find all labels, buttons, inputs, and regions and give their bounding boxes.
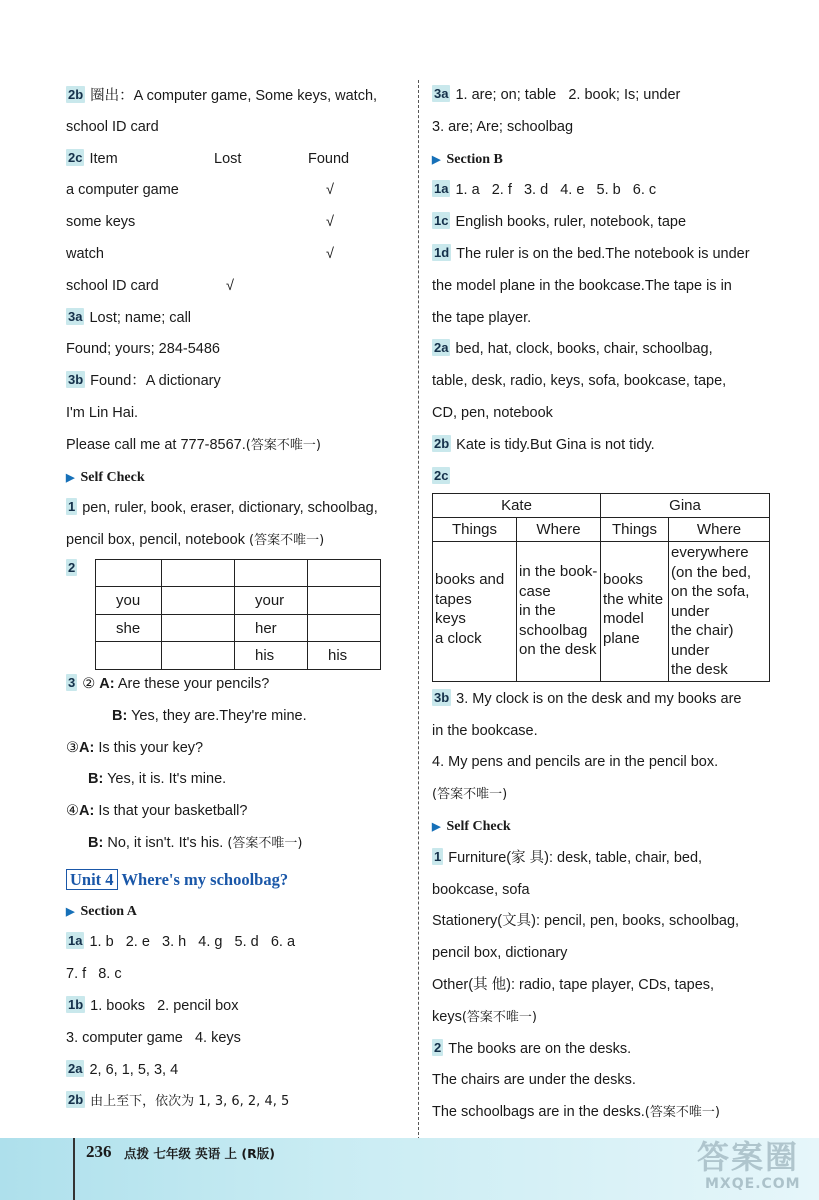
self-check-heading: ▶ Self Check xyxy=(432,819,511,835)
answer-3a-cont: Found; yours; 284-5486 xyxy=(66,341,220,358)
table-cell: books and tapes keys a clock xyxy=(433,542,517,682)
self-check-r1-cont4: Other(其 他): radio, tape player, CDs, tapes, xyxy=(432,977,715,994)
self-check-3-b: B: Yes, they are.They're mine. xyxy=(112,707,307,724)
self-check-r1-cont5: keys(答案不唯一) xyxy=(432,1008,537,1025)
answer-r2a-cont: table, desk, radio, keys, sofa, bookcase, tape, xyxy=(432,373,727,390)
section-a-heading: ▶ Section A xyxy=(66,903,137,919)
answer-r1d-cont: the model plane in the bookcase.The tape is in xyxy=(432,277,732,294)
self-check-r1-cont3: pencil box, dictionary xyxy=(432,945,568,962)
answer-3b-cont2: Please call me at 777-8567.(答案不唯一) xyxy=(66,436,321,453)
answer-r3b-cont2: 4. My pens and pencils are in the pencil box. xyxy=(432,754,719,771)
answer-r2a: 2a bed, hat, clock, books, chair, schoolbag, xyxy=(434,340,713,358)
section-b-heading: ▶ Section B xyxy=(432,151,503,167)
table-cell: books the white model plane xyxy=(601,542,669,682)
self-check-3-c: ③A: Is this your key? xyxy=(66,739,204,756)
self-check-3: 3 ② A: Are these your pencils? xyxy=(68,674,270,692)
note: (答案不唯一) xyxy=(432,787,508,803)
self-check-r2: 2 The books are on the desks. xyxy=(434,1039,632,1057)
self-check-2: 2 you your she her his his xyxy=(66,557,416,669)
pronoun-table xyxy=(95,559,381,670)
answer-r3b-cont: in the bookcase. xyxy=(432,722,538,739)
answer-u2a: 2a 2, 6, 1, 5, 3, 4 xyxy=(68,1060,179,1078)
table-2c-row: a computer game √ xyxy=(66,182,334,199)
table-row xyxy=(433,542,770,682)
self-check-r1-cont: bookcase, sofa xyxy=(432,881,530,898)
self-check-3-d: B: Yes, it is. It's mine. xyxy=(88,771,227,788)
table-row: Kate Gina xyxy=(433,494,770,518)
answer-2b: 2b 圈出：A computer game, Some keys, watch, xyxy=(68,87,378,104)
answer-3b-cont: I'm Lin Hai. xyxy=(66,404,139,421)
self-check-r1-cont2: Stationery(文具): pencil, pen, books, schoolbag, xyxy=(432,913,740,930)
self-check-r2-cont: The chairs are under the desks. xyxy=(432,1072,636,1089)
table-row: she her xyxy=(96,614,381,642)
answer-r1d-cont2: the tape player. xyxy=(432,309,532,326)
table-cell: in the book- case in the schoolbag on the desk xyxy=(517,542,601,682)
book-title: 点拨 七年级 英语 上 (R版) xyxy=(124,1146,275,1161)
answer-2b-cont: school ID card xyxy=(66,118,159,135)
table-2c-row: watch √ xyxy=(66,245,334,262)
answer-3a: 3a Lost; name; call xyxy=(68,308,192,326)
answer-r1c: 1c English books, ruler, notebook, tape xyxy=(434,213,687,231)
answer-u1b: 1b 1. books 2. pencil box xyxy=(68,996,239,1014)
answer-u1a: 1a 1. b 2. e 3. h 4. g 5. d 6. a xyxy=(68,933,296,951)
self-check-3-f: B: No, it isn't. It's his. (答案不唯一) xyxy=(88,834,303,851)
answer-r2a-cont2: CD, pen, notebook xyxy=(432,404,553,421)
self-check-1: 1 pen, ruler, book, eraser, dictionary, schoolbag, xyxy=(68,499,378,517)
self-check-r2-cont2: The schoolbags are in the desks.(答案不唯一) xyxy=(432,1104,720,1121)
unit-heading: Unit 4 Where's my schoolbag? xyxy=(66,864,416,896)
answer-r3b: 3b 3. My clock is on the desk and my books are xyxy=(434,689,742,707)
triangle-icon: ▶ xyxy=(66,905,75,918)
table-2c-row: school ID card √ xyxy=(66,277,234,294)
left-column xyxy=(66,80,416,1118)
kate-gina-table xyxy=(432,493,770,682)
triangle-icon: ▶ xyxy=(432,153,441,166)
triangle-icon: ▶ xyxy=(432,821,441,834)
self-check-1-cont: pencil box, pencil, notebook (答案不唯一) xyxy=(66,532,325,549)
self-check-3-e: ④A: Is that your basketball? xyxy=(66,803,248,820)
table-cell: everywhere (on the bed, on the sofa, under the chair) under the desk xyxy=(669,542,770,682)
page-number: 236 xyxy=(86,1142,112,1161)
table-2c-header: 2c Item Lost Found xyxy=(68,149,350,167)
answer-3b: 3b Found：A dictionary xyxy=(68,372,221,390)
tag-2b: 2b xyxy=(68,87,84,102)
column-divider xyxy=(418,80,419,1140)
table-row: his his xyxy=(96,642,381,670)
table-2c-row: some keys √ xyxy=(66,214,334,231)
table-row xyxy=(96,559,381,587)
answer-r2c: 2c xyxy=(434,467,449,483)
answer-u1a-cont: 7. f 8. c xyxy=(66,966,122,983)
answer-u2b: 2b 由上至下，依次为 1, 3, 6, 2, 4, 5 xyxy=(68,1092,290,1110)
footer-divider xyxy=(73,1138,75,1200)
answer-r3a-cont: 3. are; Are; schoolbag xyxy=(432,118,574,135)
answer-u1b-cont: 3. computer game 4. keys xyxy=(66,1029,241,1046)
answer-r1d: 1d The ruler is on the bed.The notebook is under xyxy=(434,244,750,262)
table-row: you your xyxy=(96,587,381,615)
answer-r1a: 1a 1. a 2. f 3. d 4. e 5. b 6. c xyxy=(434,181,657,199)
answer-r3a: 3a 1. are; on; table 2. book; Is; under xyxy=(434,86,681,103)
table-row: Things Where Things Where xyxy=(433,518,770,542)
answer-r2b: 2b Kate is tidy.But Gina is not tidy. xyxy=(434,435,655,453)
self-check-r1: 1 Furniture(家 具): desk, table, chair, bed, xyxy=(434,848,703,866)
watermark-logo: 答案圈 MXQE.COM xyxy=(697,1138,801,1192)
self-check-heading: ▶ Self Check xyxy=(66,469,145,485)
triangle-icon: ▶ xyxy=(66,471,75,484)
right-column xyxy=(432,80,777,1129)
